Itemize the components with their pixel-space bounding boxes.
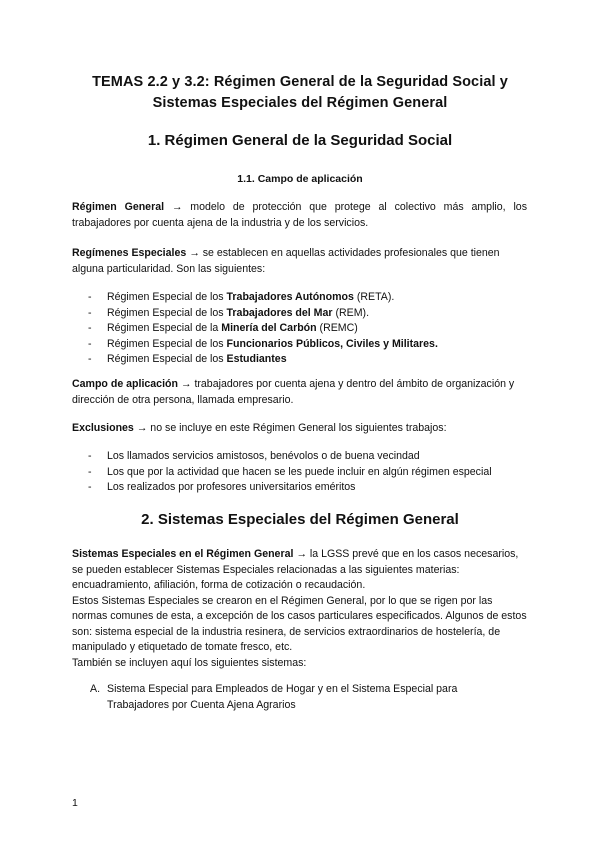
list-marker: A. [90,683,101,695]
sistemas-paragraph-3: También se incluyen aquí los siguientes sistemas: [72,656,307,669]
regimenes-especiales-text: → se establecen en aquellas actividades profesionales que tienen alguna particularidad. Son las siguientes: [72,247,500,275]
sistemas-especiales-text: → la LGSS prevé que en los casos necesarios, se pueden establecer Sistemas Especiales relacionadas a las siguientes materias: encuadramiento, afiliación, forma de cotización o recaudación. [72,548,519,591]
exclusiones-text: → no se incluye en este Régimen General los siguientes trabajos: [133,422,447,434]
exclusiones-paragraph [72,421,527,437]
regimenes-especiales-term: Regímenes Especiales [72,247,187,259]
sistemas-paragraph-2: Estos Sistemas Especiales se crearon en el Régimen General, por lo que se rigen por las normas comunes de esta, a excepción de los casos particulares especificados. Algunos de estos son: sistema especial de la industria resinera, de servicios extraordinarios de hostelería, de manipulado y etiquetado de tomate fresco, etc. [72,594,527,653]
campo-aplicacion-paragraph [72,377,527,408]
regimen-general-term: Régimen General [72,201,165,213]
section-1-heading: 1. Régimen General de la Seguridad Social [147,132,453,149]
title-line-2: Sistemas Especiales del Régimen General [152,95,448,111]
list-item: - Régimen Especial de los Funcionarios Públicos, Civiles y Militares. [88,337,438,350]
regimen-general-text: → modelo de protección que protege al colectivo más amplio, los trabajadores por cuenta ajena de la industria y de los servicios. [72,201,527,229]
list-item: - Régimen Especial de los Estudiantes [88,353,287,365]
list-item: - Los llamados servicios amistosos, benévolos o de buena vecindad [88,450,420,462]
list-item: - Régimen Especial de la Minería del Carbón (REMC) [88,322,358,334]
section-2-heading: 2. Sistemas Especiales del Régimen General [141,511,459,528]
exclusiones-term: Exclusiones [72,422,134,434]
campo-aplicacion-term: Campo de aplicación [72,378,178,390]
page-number: 1 [72,797,78,809]
title-line-1: TEMAS 2.2 y 3.2: Régimen General de la Seguridad Social y [92,74,508,90]
special-regimes-list [88,290,528,368]
regimen-general-paragraph [72,200,527,231]
campo-aplicacion-text: → trabajadores por cuenta ajena y dentro del ámbito de organización y dirección de otra persona, llamada empresario. [72,378,515,406]
subsection-1-1-heading: 1.1. Campo de aplicación [237,173,363,185]
list-item: - Régimen Especial de los Trabajadores del Mar (REM). [88,306,370,319]
systems-list-item-a [90,682,520,713]
list-item: - Régimen Especial de los Trabajadores Autónomos (RETA). [88,291,395,303]
exclusions-list [88,449,528,496]
document-title [40,72,560,114]
list-item: - Los que por la actividad que hacen se les puede incluir en algún régimen especial [88,465,492,478]
sistemas-especiales-block [72,547,527,671]
sistemas-especiales-term: Sistemas Especiales en el Régimen General [72,548,294,560]
regimenes-especiales-paragraph [72,246,527,277]
list-item: - Los realizados por profesores universitarios eméritos [88,481,356,493]
list-item-text: Sistema Especial para Empleados de Hogar y en el Sistema Especial para Trabajadores por Cuenta Ajena Agrarios [107,683,458,711]
